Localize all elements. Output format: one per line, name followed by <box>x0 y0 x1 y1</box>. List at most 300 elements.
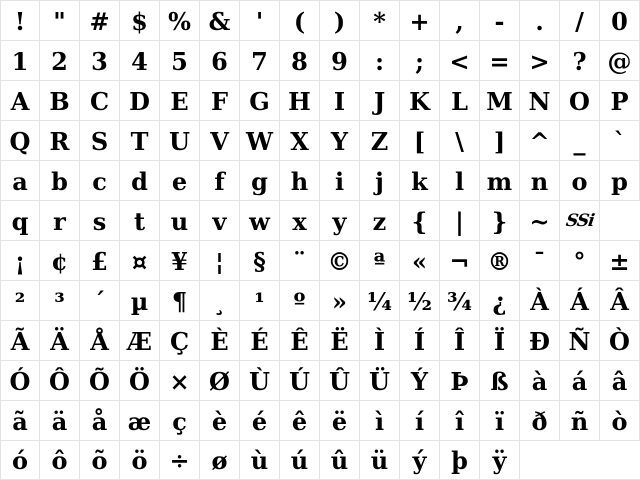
glyph-cell[interactable] <box>0 121 40 160</box>
glyph: Ð <box>529 326 550 356</box>
glyph-cell[interactable] <box>80 121 120 160</box>
glyph: S <box>90 126 109 156</box>
glyph-cell[interactable] <box>200 81 240 120</box>
glyph: ® <box>487 246 512 276</box>
glyph: / <box>575 6 584 36</box>
glyph: j <box>375 166 384 196</box>
glyph-cell[interactable] <box>40 281 80 320</box>
glyph: ã <box>12 406 28 436</box>
glyph-row <box>0 120 640 160</box>
glyph-cell[interactable] <box>0 441 40 479</box>
glyph-row <box>0 240 640 280</box>
glyph: À <box>530 286 549 316</box>
glyph-cell[interactable] <box>440 1 480 40</box>
glyph-cell[interactable] <box>200 401 240 440</box>
glyph: Ú <box>289 366 310 396</box>
glyph-cell[interactable] <box>120 401 160 440</box>
glyph: 0 <box>611 6 628 36</box>
glyph-cell[interactable] <box>120 41 160 80</box>
glyph-row <box>0 360 640 400</box>
glyph: y <box>332 206 347 236</box>
glyph-cell[interactable] <box>480 281 520 320</box>
glyph: h <box>290 166 309 196</box>
glyph-cell[interactable] <box>480 81 520 120</box>
glyph: » <box>332 286 347 316</box>
glyph-cell[interactable] <box>520 81 560 120</box>
glyph: m <box>486 166 513 196</box>
glyph-cell[interactable] <box>120 81 160 120</box>
glyph: É <box>250 326 269 356</box>
glyph-cell[interactable] <box>560 201 600 240</box>
glyph: | <box>455 206 464 236</box>
glyph: w <box>249 206 270 236</box>
glyph-cell[interactable] <box>440 321 480 360</box>
glyph-cell[interactable] <box>520 361 560 400</box>
glyph-cell[interactable] <box>280 1 320 40</box>
glyph: E <box>170 86 189 116</box>
glyph-cell[interactable] <box>160 201 200 240</box>
glyph-cell[interactable] <box>0 201 40 240</box>
glyph-cell[interactable] <box>40 441 80 479</box>
glyph: ; <box>415 46 424 76</box>
glyph: è <box>211 406 228 436</box>
glyph-cell[interactable] <box>200 361 240 400</box>
glyph-cell[interactable] <box>160 81 200 120</box>
glyph: # <box>89 6 110 36</box>
glyph: f <box>214 166 225 196</box>
glyph-cell[interactable] <box>560 361 600 400</box>
glyph-cell[interactable] <box>560 1 600 40</box>
glyph-cell[interactable] <box>80 161 120 200</box>
glyph-cell[interactable] <box>240 401 280 440</box>
glyph-cell[interactable] <box>160 361 200 400</box>
glyph: æ <box>127 406 152 436</box>
glyph: È <box>210 326 229 356</box>
glyph: & <box>208 6 231 36</box>
glyph-cell[interactable] <box>0 321 40 360</box>
glyph: Ç <box>169 326 190 356</box>
glyph: ¼ <box>366 286 393 316</box>
glyph: k <box>411 166 428 196</box>
glyph: ~ <box>529 206 550 236</box>
glyph: ¿ <box>492 286 507 316</box>
glyph-cell[interactable] <box>40 401 80 440</box>
glyph: þ <box>451 446 468 475</box>
glyph-cell[interactable] <box>80 361 120 400</box>
glyph-cell[interactable] <box>160 41 200 80</box>
glyph-cell[interactable] <box>440 361 480 400</box>
glyph: b <box>51 166 68 196</box>
glyph-cell[interactable] <box>80 401 120 440</box>
glyph-cell[interactable] <box>400 1 440 40</box>
glyph: C <box>89 86 110 116</box>
glyph-cell[interactable] <box>120 121 160 160</box>
glyph-cell[interactable] <box>80 41 120 80</box>
glyph-cell[interactable] <box>320 161 360 200</box>
glyph-cell[interactable] <box>160 401 200 440</box>
glyph: ÷ <box>169 446 190 475</box>
glyph-cell[interactable] <box>600 161 640 200</box>
glyph: Ë <box>330 326 349 356</box>
glyph: ß <box>490 366 509 396</box>
glyph-cell[interactable] <box>440 281 480 320</box>
glyph: ¸ <box>213 286 226 316</box>
glyph-cell[interactable] <box>360 41 400 80</box>
glyph-cell[interactable] <box>40 321 80 360</box>
glyph: . <box>535 6 544 36</box>
glyph: ¶ <box>171 286 188 316</box>
glyph-cell[interactable] <box>120 1 160 40</box>
glyph-cell[interactable] <box>240 41 280 80</box>
glyph: @ <box>607 46 632 76</box>
glyph: P <box>610 86 629 116</box>
glyph-cell[interactable] <box>400 161 440 200</box>
glyph-cell[interactable] <box>480 241 520 280</box>
glyph-cell[interactable] <box>600 361 640 400</box>
glyph-cell[interactable] <box>360 321 400 360</box>
glyph: i <box>334 166 345 196</box>
glyph-cell[interactable] <box>360 441 400 479</box>
glyph-cell[interactable] <box>320 321 360 360</box>
glyph: - <box>494 6 505 36</box>
glyph-cell[interactable] <box>160 121 200 160</box>
glyph: Z <box>370 126 389 156</box>
glyph-cell[interactable] <box>280 401 320 440</box>
glyph-cell[interactable] <box>240 441 280 479</box>
glyph: õ <box>91 446 108 475</box>
glyph-cell[interactable] <box>160 441 200 479</box>
glyph-cell[interactable] <box>200 1 240 40</box>
glyph: Û <box>329 366 350 396</box>
glyph-row <box>0 40 640 80</box>
glyph: e <box>171 166 188 196</box>
glyph-cell[interactable] <box>200 241 240 280</box>
glyph: º <box>293 286 306 316</box>
glyph-cell[interactable] <box>560 321 600 360</box>
glyph-cell[interactable] <box>120 281 160 320</box>
glyph: 3 <box>91 46 108 76</box>
glyph-cell[interactable] <box>40 241 80 280</box>
glyph-cell[interactable] <box>560 241 600 280</box>
glyph: A <box>10 86 30 116</box>
glyph-cell[interactable] <box>480 361 520 400</box>
glyph-cell[interactable] <box>280 201 320 240</box>
glyph-cell[interactable] <box>400 441 440 479</box>
glyph-cell[interactable] <box>480 1 520 40</box>
glyph-cell[interactable] <box>560 41 600 80</box>
glyph: M <box>486 86 513 116</box>
glyph-cell[interactable] <box>320 441 360 479</box>
glyph-cell[interactable] <box>40 361 80 400</box>
glyph-cell[interactable] <box>120 361 160 400</box>
glyph-cell[interactable] <box>160 281 200 320</box>
glyph-cell[interactable] <box>440 81 480 120</box>
glyph-cell[interactable] <box>440 41 480 80</box>
glyph-cell[interactable] <box>480 201 520 240</box>
glyph-cell[interactable] <box>320 41 360 80</box>
glyph-cell[interactable] <box>240 361 280 400</box>
glyph: Ä <box>50 326 69 356</box>
glyph-cell[interactable] <box>320 201 360 240</box>
glyph-cell[interactable] <box>520 1 560 40</box>
glyph: Â <box>610 286 629 316</box>
glyph-cell[interactable] <box>80 441 120 479</box>
glyph-cell[interactable] <box>400 361 440 400</box>
glyph: ° <box>573 246 586 276</box>
glyph-cell[interactable] <box>480 161 520 200</box>
glyph-row <box>0 320 640 360</box>
glyph-cell[interactable] <box>360 201 400 240</box>
glyph: r <box>53 206 66 236</box>
glyph: ð <box>531 406 548 436</box>
glyph-cell[interactable] <box>520 241 560 280</box>
glyph-cell[interactable] <box>280 321 320 360</box>
empty-cell <box>560 441 600 479</box>
glyph: c <box>92 166 107 196</box>
glyph-cell[interactable] <box>400 41 440 80</box>
glyph-cell[interactable] <box>280 441 320 479</box>
glyph-cell[interactable] <box>360 281 400 320</box>
glyph-cell[interactable] <box>200 441 240 479</box>
glyph-cell[interactable] <box>560 161 600 200</box>
glyph-cell[interactable] <box>0 401 40 440</box>
glyph-cell[interactable] <box>40 81 80 120</box>
glyph-cell[interactable] <box>120 161 160 200</box>
glyph: ¯ <box>533 246 546 276</box>
glyph: v <box>212 206 227 236</box>
glyph: à <box>531 366 548 396</box>
glyph-cell[interactable] <box>440 441 480 479</box>
glyph: ¢ <box>51 246 68 276</box>
glyph-cell[interactable] <box>480 401 520 440</box>
glyph-cell[interactable] <box>480 41 520 80</box>
glyph-cell[interactable] <box>240 281 280 320</box>
glyph-cell[interactable] <box>240 1 280 40</box>
glyph-cell[interactable] <box>320 241 360 280</box>
glyph: O <box>569 86 590 116</box>
glyph-cell[interactable] <box>320 121 360 160</box>
glyph: Ò <box>609 326 630 356</box>
glyph-cell[interactable] <box>200 281 240 320</box>
glyph-cell[interactable] <box>440 121 480 160</box>
glyph-cell[interactable] <box>280 121 320 160</box>
glyph-cell[interactable] <box>200 161 240 200</box>
glyph-cell[interactable] <box>280 281 320 320</box>
glyph-cell[interactable] <box>120 321 160 360</box>
glyph-cell[interactable] <box>480 321 520 360</box>
glyph-cell[interactable] <box>600 121 640 160</box>
glyph-cell[interactable] <box>0 1 40 40</box>
glyph-cell[interactable] <box>240 321 280 360</box>
glyph-cell[interactable] <box>280 361 320 400</box>
glyph-cell[interactable] <box>360 401 400 440</box>
glyph-cell[interactable] <box>0 41 40 80</box>
glyph-cell[interactable] <box>400 281 440 320</box>
glyph-cell[interactable] <box>240 161 280 200</box>
glyph: ± <box>609 246 630 276</box>
glyph-cell[interactable] <box>360 361 400 400</box>
glyph-cell[interactable] <box>40 201 80 240</box>
glyph-cell[interactable] <box>280 241 320 280</box>
glyph-cell[interactable] <box>80 241 120 280</box>
glyph-cell[interactable] <box>0 281 40 320</box>
glyph: ÿ <box>492 446 507 475</box>
glyph: " <box>53 6 66 36</box>
empty-cell <box>600 441 640 479</box>
glyph: $ <box>131 6 148 36</box>
glyph-cell[interactable] <box>160 321 200 360</box>
glyph-cell[interactable] <box>400 201 440 240</box>
glyph: > <box>529 46 550 76</box>
glyph: Ô <box>49 366 70 396</box>
glyph: ¦ <box>215 246 224 276</box>
glyph-cell[interactable] <box>240 201 280 240</box>
glyph-cell[interactable] <box>520 41 560 80</box>
glyph-cell[interactable] <box>80 201 120 240</box>
glyph-cell[interactable] <box>200 201 240 240</box>
glyph-cell[interactable] <box>360 121 400 160</box>
glyph-cell[interactable] <box>280 41 320 80</box>
glyph-cell[interactable] <box>40 121 80 160</box>
glyph-cell[interactable] <box>80 281 120 320</box>
glyph-cell[interactable] <box>440 401 480 440</box>
glyph: % <box>168 6 191 36</box>
glyph-cell[interactable] <box>600 281 640 320</box>
glyph-cell[interactable] <box>0 81 40 120</box>
glyph-cell[interactable] <box>80 81 120 120</box>
glyph: Ñ <box>568 326 591 356</box>
glyph-cell[interactable] <box>360 161 400 200</box>
glyph: § <box>253 246 266 276</box>
glyph-cell[interactable] <box>600 81 640 120</box>
glyph-cell[interactable] <box>200 41 240 80</box>
glyph-cell[interactable] <box>360 241 400 280</box>
glyph-cell[interactable] <box>80 1 120 40</box>
glyph-cell[interactable] <box>600 321 640 360</box>
glyph-cell[interactable] <box>560 401 600 440</box>
glyph: ` <box>613 126 626 156</box>
glyph-cell[interactable] <box>400 241 440 280</box>
glyph-cell[interactable] <box>600 41 640 80</box>
glyph: } <box>491 206 508 236</box>
glyph: ½ <box>406 286 433 316</box>
glyph-cell[interactable] <box>400 401 440 440</box>
glyph-cell[interactable] <box>320 361 360 400</box>
glyph-cell[interactable] <box>400 321 440 360</box>
glyph-cell[interactable] <box>440 201 480 240</box>
glyph-cell[interactable] <box>520 401 560 440</box>
glyph-cell[interactable] <box>240 241 280 280</box>
glyph-cell[interactable] <box>480 121 520 160</box>
glyph-cell[interactable] <box>600 1 640 40</box>
glyph-cell[interactable] <box>0 241 40 280</box>
glyph-cell[interactable] <box>40 1 80 40</box>
glyph-cell[interactable] <box>0 161 40 200</box>
glyph-cell[interactable] <box>560 281 600 320</box>
glyph: W <box>246 126 273 156</box>
glyph-cell[interactable] <box>160 1 200 40</box>
glyph: Ö <box>129 366 150 396</box>
glyph-cell[interactable] <box>520 121 560 160</box>
glyph: Ü <box>369 366 390 396</box>
glyph: Q <box>9 126 31 156</box>
glyph: q <box>11 206 29 236</box>
glyph: ? <box>572 46 587 76</box>
glyph-cell[interactable] <box>600 401 640 440</box>
glyph-cell[interactable] <box>200 321 240 360</box>
glyph-cell[interactable] <box>520 281 560 320</box>
glyph: s <box>92 206 107 236</box>
glyph-cell[interactable] <box>120 201 160 240</box>
glyph-cell[interactable] <box>40 41 80 80</box>
glyph-cell[interactable] <box>240 81 280 120</box>
glyph: ² <box>14 286 26 316</box>
glyph: L <box>451 86 468 116</box>
glyph-cell[interactable] <box>560 121 600 160</box>
glyph: I <box>333 86 346 116</box>
glyph-cell[interactable] <box>440 161 480 200</box>
glyph-cell[interactable] <box>120 241 160 280</box>
glyph-cell[interactable] <box>120 441 160 479</box>
glyph: H <box>288 86 311 116</box>
glyph: ç <box>172 406 187 436</box>
glyph-cell[interactable] <box>400 121 440 160</box>
glyph-cell[interactable] <box>560 81 600 120</box>
glyph: K <box>409 86 430 116</box>
glyph-cell[interactable] <box>360 1 400 40</box>
glyph: ¥ <box>171 246 188 276</box>
glyph-cell[interactable] <box>40 161 80 200</box>
glyph: , <box>455 6 464 36</box>
glyph: u <box>170 206 189 236</box>
ssi-logo-glyph: SSi <box>564 211 595 231</box>
glyph-cell[interactable] <box>320 81 360 120</box>
glyph: 2 <box>51 46 68 76</box>
glyph-cell[interactable] <box>480 441 520 479</box>
glyph-cell[interactable] <box>200 121 240 160</box>
glyph-cell[interactable] <box>320 1 360 40</box>
glyph: ^ <box>529 126 550 156</box>
glyph: x <box>292 206 307 236</box>
glyph-cell[interactable] <box>520 201 560 240</box>
glyph-cell[interactable] <box>600 241 640 280</box>
glyph-cell[interactable] <box>520 321 560 360</box>
glyph-cell[interactable] <box>360 81 400 120</box>
glyph-cell[interactable] <box>160 161 200 200</box>
glyph-cell[interactable] <box>320 281 360 320</box>
glyph-row <box>0 280 640 320</box>
glyph: ì <box>374 406 385 436</box>
glyph: × <box>169 366 190 396</box>
glyph: Æ <box>127 326 152 356</box>
glyph-cell[interactable] <box>80 321 120 360</box>
glyph: ò <box>611 406 628 436</box>
glyph-cell[interactable] <box>320 401 360 440</box>
glyph-cell[interactable] <box>280 161 320 200</box>
glyph-cell[interactable] <box>280 81 320 120</box>
glyph-cell[interactable] <box>440 241 480 280</box>
glyph: z <box>372 206 387 236</box>
glyph: Í <box>413 326 426 356</box>
glyph-cell[interactable] <box>240 121 280 160</box>
glyph-cell[interactable] <box>400 81 440 120</box>
glyph: â <box>611 366 628 396</box>
glyph-cell[interactable] <box>160 241 200 280</box>
glyph: û <box>330 446 349 475</box>
glyph: * <box>373 6 386 36</box>
glyph-cell[interactable] <box>520 161 560 200</box>
glyph-cell[interactable] <box>0 361 40 400</box>
